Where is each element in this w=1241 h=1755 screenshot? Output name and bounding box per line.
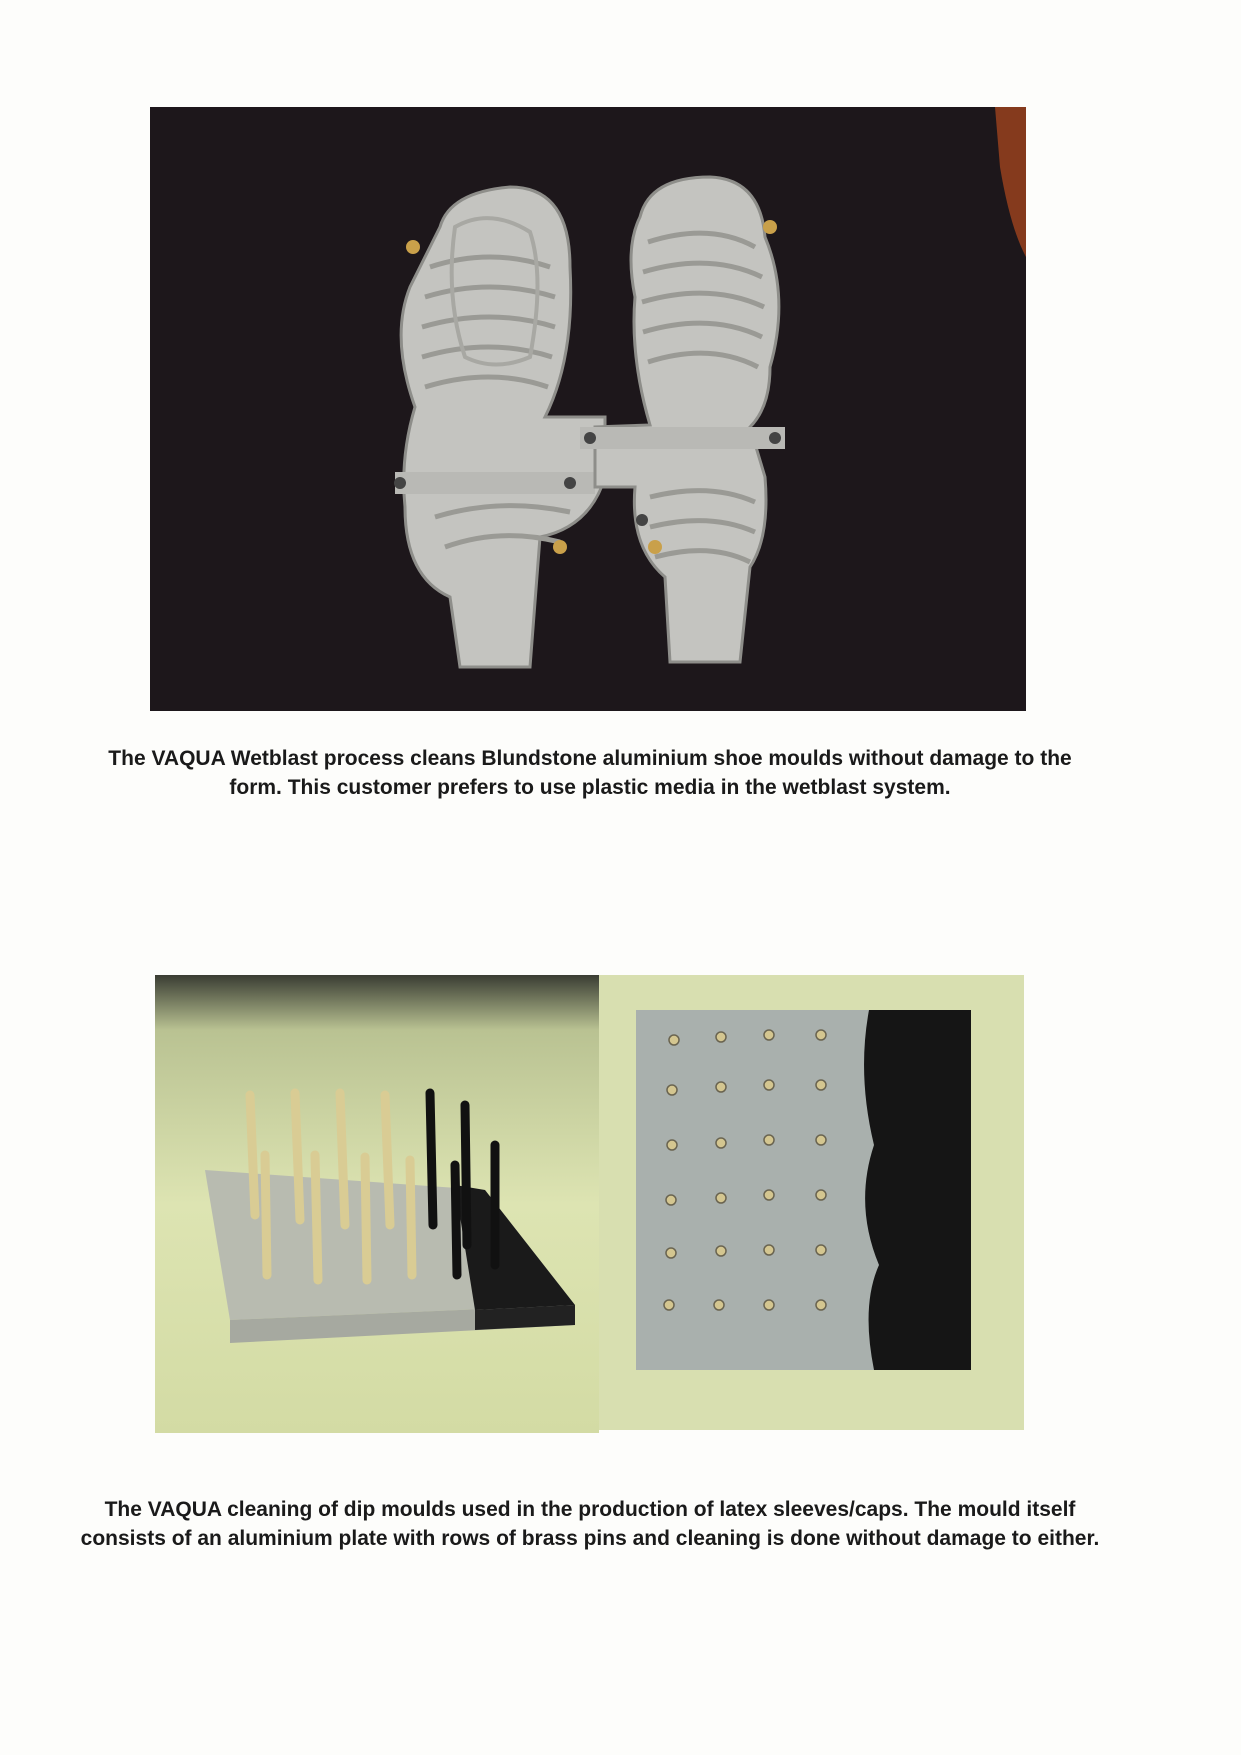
dip-mould-top-photo	[599, 975, 1024, 1430]
dip-mould-side-photo	[155, 975, 599, 1433]
shoe-moulds-photo	[150, 107, 1026, 711]
dip-moulds-caption: The VAQUA cleaning of dip moulds used in the production of latex sleeves/caps. The mould itself consists of an aluminium plate with rows of brass pins and cleaning is done without damage to either.	[80, 1498, 1100, 1550]
shoe-moulds-caption: The VAQUA Wetblast process cleans Blundstone aluminium shoe moulds without damage to the form. This customer prefers to use plastic media in the wetblast system.	[108, 747, 1072, 799]
